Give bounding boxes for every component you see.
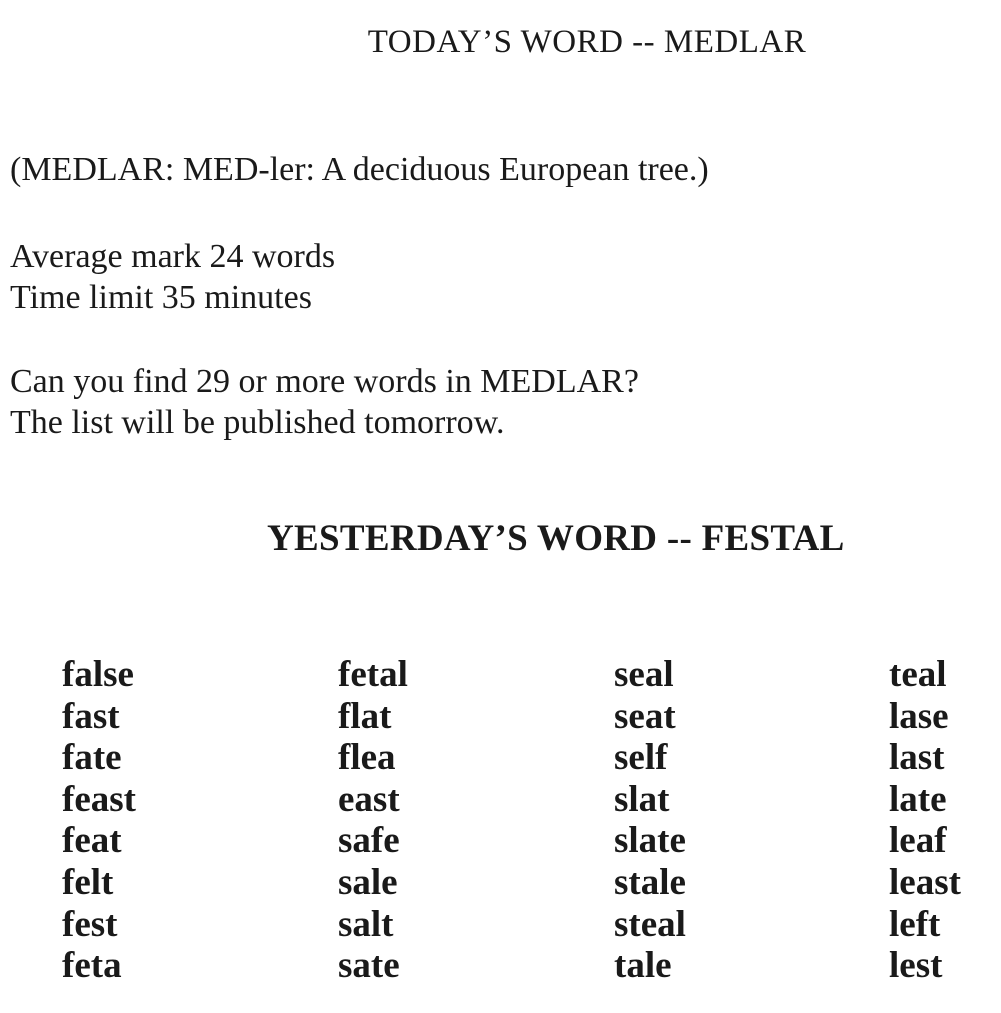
challenge-text [10,361,639,443]
word-item: feta [62,945,122,987]
word-item: slate [614,820,686,862]
word-item: fast [62,695,120,737]
word-item: self [614,737,668,779]
word-definition [10,149,709,190]
todays-word-title: TODAY’S WORD -- MEDLAR [367,24,807,60]
word-item: salt [338,903,394,945]
word-item: slat [614,778,670,820]
word-item: late [889,778,947,820]
word-item: tale [614,945,672,987]
word-item: sate [338,945,400,987]
word-item: left [889,903,941,945]
word-item: fate [62,737,122,779]
word-item: lest [889,945,943,987]
word-item: safe [338,820,400,862]
word-column-1 [62,654,136,987]
word-column-2 [338,654,408,987]
word-item: feast [62,778,136,820]
definition-text: (MEDLAR: MED-ler: A deciduous European tree.) [10,151,709,188]
word-item: east [338,778,400,820]
word-item: steal [614,903,686,945]
word-item: fest [62,903,118,945]
word-item: seat [614,695,676,737]
word-item: lase [889,695,949,737]
time-limit: Time limit 35 minutes [10,279,312,316]
word-item: false [62,654,134,695]
challenge-question: Can you find 29 or more words in MEDLAR? [10,363,639,400]
word-item: seal [614,654,674,695]
word-item: leaf [889,820,947,862]
yesterdays-word-list [0,654,1001,994]
word-item: felt [62,861,114,903]
word-item: feat [62,820,122,862]
word-item: flat [338,695,392,737]
word-item: last [889,737,945,779]
yesterdays-word-title: YESTERDAY’S WORD -- FESTAL [267,518,845,559]
word-item: least [889,861,961,903]
word-item: sale [338,861,398,903]
publish-note: The list will be published tomorrow. [10,404,505,441]
puzzle-stats [10,236,335,318]
word-item: fetal [338,654,408,695]
word-item: teal [889,654,947,695]
word-column-4 [889,654,961,987]
word-item: stale [614,861,686,903]
average-mark: Average mark 24 words [10,238,336,275]
word-item: flea [338,737,396,779]
word-column-3 [614,654,686,987]
